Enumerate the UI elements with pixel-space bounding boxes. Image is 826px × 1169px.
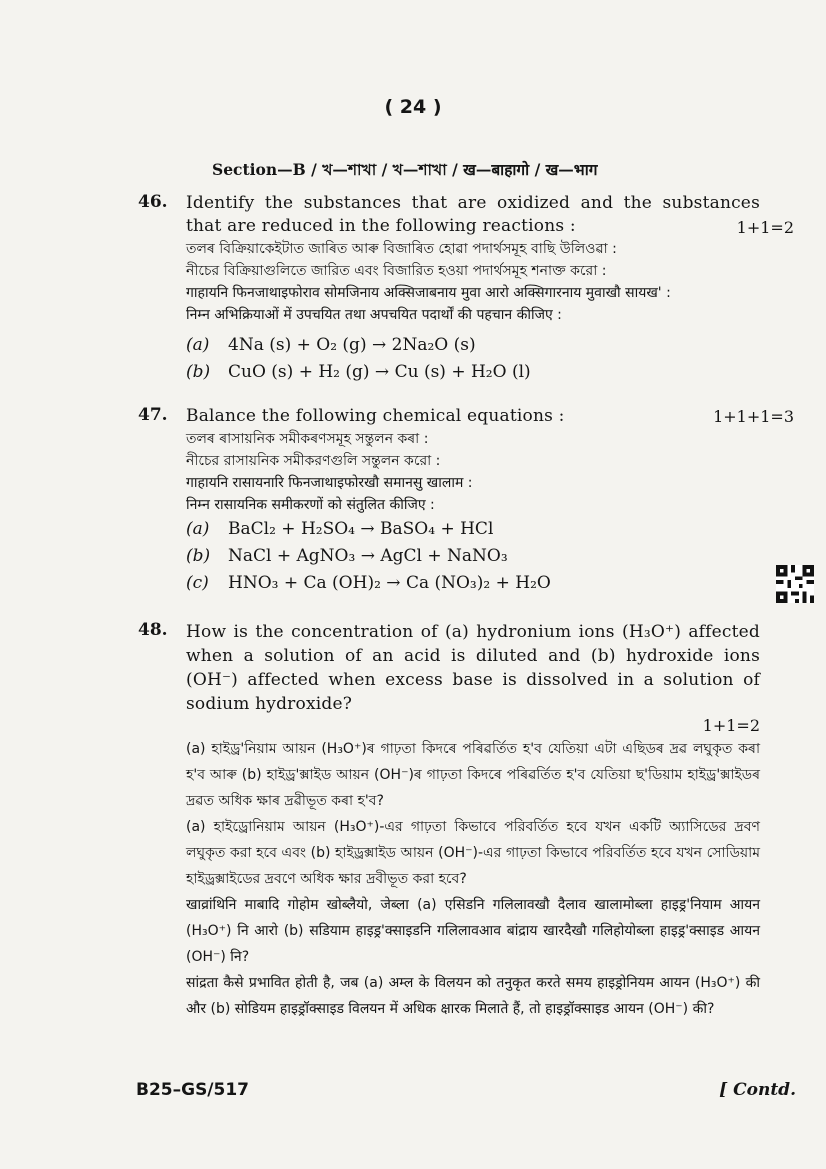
translation-assamese: তলৰ বিক্ৰিয়াকেইটাত জাৰিত আৰু বিজাৰিত হোৱা পদাৰ্থসমূহ বাছি উলিওৱা : — [186, 241, 617, 257]
translation-hindi: निम्न अभिक्रियाओं में उपचयित तथा अपचयित पदार्थों की पहचान कीजिए : — [186, 307, 562, 323]
question-text: Identify the substances that are oxidized and the substances that are reduced in the following reactions : — [186, 193, 760, 236]
question-number: 47. — [138, 405, 168, 425]
equation-a: (a) BaCl₂ + H₂SO₄ → BaSO₄ + HCl — [186, 519, 494, 539]
equation-b: (b) NaCl + AgNO₃ → AgCl + NaNO₃ — [186, 546, 508, 566]
marks: 1+1=2 — [702, 716, 760, 735]
question-46 — [138, 192, 798, 386]
section-heading: Section—B / খ—শাখা / খ—শাখা / ख—बाहागो / ख—भाग — [212, 160, 598, 179]
continued-label: [ Contd. — [719, 1080, 796, 1100]
translation-bengali: (a) হাইড্রোনিয়াম আয়ন (H₃O⁺)-এর গাঢ়তা কিভাবে পরিবর্তিত হবে যখন একটি অ্যাসিডের দ্রবণ লঘুকৃত করা হবে এবং (b) হাইড্রক্সাইড আয়ন (OH⁻)-এর গাঢ়তা কিভাবে পরিবর্তিত হবে যখন সোডিয়াম হাইড্রক্সাইডের দ্রবণে অধিক ক্ষার দ্রবীভূত করা হবে? — [186, 819, 760, 887]
equation-b: (b) CuO (s) + H₂ (g) → Cu (s) + H₂O (l) — [186, 362, 531, 382]
marks: 1+1=2 — [736, 218, 794, 237]
translation-bengali: নীচের বিক্রিয়াগুলিতে জারিত এবং বিজারিত হওয়া পদার্থসমূহ শনাক্ত করো : — [186, 263, 607, 279]
equation-a: (a) 4Na (s) + O₂ (g) → 2Na₂O (s) — [186, 335, 476, 355]
translation-assamese: (a) হাইড্ৰ'নিয়াম আয়ন (H₃O⁺)ৰ গাঢ়তা কিদৰে পৰিৱৰ্তিত হ'ব যেতিয়া এটা এছিডৰ দ্ৰৱ লঘুকৃত কৰা হ'ব আৰু (b) হাইড্ৰ'ক্সাইড আয়ন (OH⁻)ৰ গাঢ়তা কিদৰে পৰিৱৰ্তিত হ'ব যেতিয়া ছ'ডিয়াম হাইড্ৰ'ক্সাইডৰ দ্ৰৱত অধিক ক্ষাৰ দ্ৰৱীভূত কৰা হ'ব? — [186, 741, 760, 809]
question-number: 46. — [138, 192, 168, 212]
translation-bodo: गाहायनि रासायनारि फिनजाथाइफोरखौ समानसु खालाम : — [186, 475, 473, 491]
translation-assamese: তলৰ ৰাসায়নিক সমীকৰণসমূহ সন্তুলন কৰা : — [186, 431, 429, 447]
translation-bengali: নীচের রাসায়নিক সমীকরণগুলি সন্তুলন করো : — [186, 453, 441, 469]
question-number: 48. — [138, 620, 168, 640]
translation-bodo: गाहायनि फिनजाथाइफोराव सोमजिनाय अक्सिजाबनाय मुवा आरो अक्सिगारनाय मुवाखौ सायख' : — [186, 285, 671, 301]
question-text: Balance the following chemical equations : — [186, 406, 565, 426]
paper-code: B25–GS/517 — [136, 1080, 250, 1100]
translation-hindi: सांद्रता कैसे प्रभावित होती है, जब (a) अम्ल के विलयन को तनुकृत करते समय हाइड्रोनियम आयन (H₃O⁺) की और (b) सोडियम हाइड्रॉक्साइड विलयन में अधिक क्षारक मिलाते हैं, तो हाइड्रॉक्साइड आयन (OH⁻) की? — [186, 975, 760, 1017]
qr-code-icon — [776, 565, 814, 603]
marks: 1+1+1=3 — [713, 407, 794, 426]
translation-hindi: निम्न रासायनिक समीकरणों को संतुलित कीजिए : — [186, 497, 435, 513]
question-text: How is the concentration of (a) hydronium ions (H₃O⁺) affected when a solution of an acid is diluted and (b) hydroxide ions (OH⁻) affected when excess base is dissolved in a solution of sodium hydroxide? — [186, 622, 760, 714]
equation-c: (c) HNO₃ + Ca (OH)₂ → Ca (NO₃)₂ + H₂O — [186, 573, 551, 593]
translation-bodo: खाव्रांथिनि माबादि गोहोम खोब्लैयो, जेब्ला (a) एसिडनि गलिलावखौ दैलाव खालामोब्ला हाइड्र'नियाम आयन (H₃O⁺) नि आरो (b) सडियाम हाइड्र'क्साइडनि गलिलावआव बांद्राय खारदैखौ गलिहोयोब्ला हाइड्र'क्साइड आयन (OH⁻) नि? — [186, 897, 760, 965]
question-47 — [138, 405, 798, 597]
question-48 — [138, 620, 798, 1022]
page-number: ( 24 ) — [384, 96, 442, 118]
